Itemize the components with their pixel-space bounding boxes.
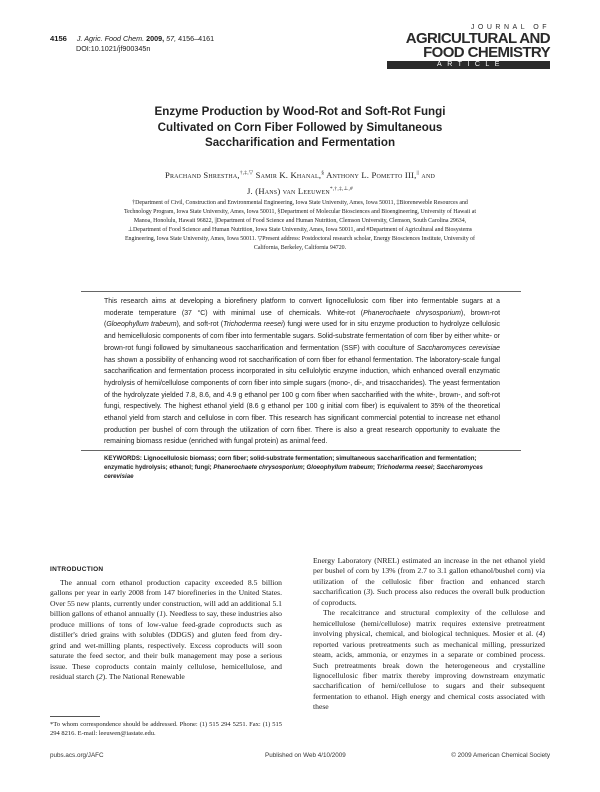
author-list: [60, 166, 540, 199]
author-mark: *,†,‡,⊥,#: [329, 186, 353, 193]
author-name: Prachand Shrestha,: [164, 169, 240, 180]
right-column: [313, 556, 545, 713]
keyword-sep: ;: [432, 464, 437, 472]
body-text: ) reported various pretreatments such as mechanical milling, pressurized steam, acids, ammonia, or enzymes in a separate or combined process. Such pretreatments break down the heterogeneous and crystalline lignocellulosic fiber matrix thereby improving downstream enzymatic saccharification of hemi/cellulose to sugars and their subsequent fermentation to ethanol. High energy and chemical costs associated with these: [313, 629, 545, 712]
copyright: © 2009 American Chemical Society: [451, 752, 550, 759]
affiliations: †Department of Civil, Construction and Environmental Engineering, Iowa State University, Ames, Iowa 50011, ‡Bioreneweble Resources and Technology Program, Iowa State University, Ames, Iowa 50011, §Department of Molecular Biosciences and Bioengineering, University of Hawaii at Manoa, Honolulu, Hawaii 96822, ||Department of Food Science and Human Nutrition, Clemson University, Clemson, South Carolina 29634, ⊥Department of Food Science and Human Nutrition, Iowa State University, Ames, Iowa 50011, and #Department of Agricultural and Biosystems Engineering, Iowa State University, Ames, Iowa 50011. ▽Present address: Postdoctoral research scholar, Energy Biosciences Institute, University of California, Berkeley, California 94720.: [123, 200, 476, 252]
author-conjunction: and: [419, 169, 436, 180]
keyword-species: Trichoderma reesei: [376, 464, 433, 472]
title-line: Saccharification and Fermentation: [204, 136, 396, 149]
doi: DOI:10.1021/jf900345n: [76, 43, 151, 53]
keywords-text: Lignocellulosic biomass; corn fiber; solid-substrate fermentation; simultaneous saccharification and fermentation; enzymatic hydrolysis; ethanol; fungi;: [104, 455, 477, 472]
author-name: Anthony L. Pometto III,: [324, 169, 417, 180]
journal-url[interactable]: pubs.acs.org/JAFC: [50, 752, 104, 759]
title-line: Enzyme Production by Wood-Rot and Soft-Rot Fungi: [154, 105, 446, 118]
abstract-text: ), brown-rot (: [104, 309, 501, 329]
body-text: Energy Laboratory (NREL) estimated an increase in the net ethanol yield per bushel of corn by 13% (from 2.7 to 3.1 gallon ethanol/bushel corn) via utilization of the cellulosic fiber fraction and enhanced starch saccharification (: [313, 556, 545, 597]
paragraph: [313, 608, 545, 713]
keyword-sep: ;: [372, 464, 377, 472]
running-header: [50, 34, 214, 53]
author-name: Samir K. Khanal,: [253, 169, 322, 180]
masthead-journal-of: JOURNAL OF: [470, 24, 550, 31]
correspondence-footnote: *To whom correspondence should be addressed. Phone: (1) 515 294 5251. Fax: (1) 515 294 8216. E-mail: leeuwen@iastate.edu.: [50, 721, 282, 737]
masthead-line1: AGRICULTURAL AND: [405, 30, 550, 47]
species-name: Saccharomyces cerevisiae: [416, 344, 501, 352]
author-name: J. (Hans) van Leeuwen: [247, 186, 330, 197]
keywords-label: KEYWORDS:: [104, 455, 142, 462]
body-text: The recalcitrance and structural complexity of the cellulose and hemicellulose (hemi/cellulose) matrix requires extensive pretreatment involving physical, chemical, and biological techniques. Mosier et al. (: [313, 608, 545, 639]
abstract-text: has shown a possibility of enhancing wood rot saccharification of corn fiber for ethanol fermentation. The laboratory-scale fungal saccharification and fermentation process incorporated in situ cellulolytic enzyme induction, which enhanced overall enzymatic hydrolysis of hemi/cellulose components of corn fiber into simple sugars (mono-, di-, and trisaccharides). The yeast fermentation of the hydrolyzate yielded 7.8, 8.6, and 4.9 g ethanol per 100 g corn fiber when saccharified with the white-, brown-, and soft-rot fungi, respectively. The highest ethanol yield (8.6 g ethanol per 100 g initial corn fiber) is equivalent to 35% of the theoretical ethanol yield from starch and cellulose in corn fiber. This research has significant commercial potential to increase net ethanol production per bushel of corn through the utilization of corn fiber. There is also a great research opportunity to evaluate the remaining biomass residue (enriched with fungal protein) as animal feed.: [104, 356, 500, 446]
journal-year: 2009,: [146, 34, 165, 43]
species-name: Gloeophyllum trabeum: [106, 321, 177, 329]
reference-link[interactable]: 4: [538, 629, 543, 639]
body-text: ). Such process also reduces the overall bulk production of coproducts.: [313, 587, 545, 607]
paragraph: [50, 578, 282, 683]
article-title: [60, 104, 540, 151]
keyword-sep: ;: [302, 464, 307, 472]
masthead-line2: FOOD CHEMISTRY: [423, 44, 550, 61]
author-mark: †,‡,▽: [239, 170, 254, 176]
species-name: Phanerochaete chrysosporium: [363, 309, 461, 317]
body-text: The annual corn ethanol production capacity exceeded 8.5 billion gallons per year in early 2008 from 147 biorefineries in the United States. Over 55 new plants, currently under construction, will add an additional 5.1 billion gallons of ethanol annually (: [50, 578, 282, 619]
left-column: [50, 578, 282, 683]
paragraph: [313, 556, 545, 608]
journal-masthead-logo: [387, 24, 550, 69]
journal-pages: 4156–4161: [178, 34, 215, 43]
abstract-text: This research aims at developing a biorefinery platform to convert lignocellulosic corn fiber into fermentable sugars at a moderate temperature (37 °C) with minimal use of chemicals. White-rot (: [104, 298, 500, 317]
journal-name: J. Agric. Food Chem.: [76, 34, 145, 43]
abstract-text: ) fungi were used for in situ enzyme production to hydrolyze cellulosic and hemicellulosic components of corn fiber into fermentable sugars. Solid-substrate fermentation of corn fiber by either white- or brown-rot fungi followed by simultaneous saccharification and fermentation (SSF) with coculture of: [104, 321, 501, 352]
abstract: [104, 296, 500, 448]
body-text: ). Needless to say, these industries also produce millions of tons of low-value feed-grade coproducts such as distiller's dried grains with solubles (DDGS) and gluten feed from dry-grind and wet-milling plants, respectively. Excess coproducts will soon saturate the feed sector, and their bulk management may pose a serious issue. These coproducts contain mainly cellulose, hemicellulose, and residual starch (: [50, 609, 282, 682]
publication-date: Published on Web 4/10/2009: [265, 752, 346, 759]
reference-link[interactable]: 1: [159, 609, 164, 619]
page-number: 4156: [50, 34, 67, 43]
keyword-species: Phanerochaete chrysosporium: [213, 464, 303, 472]
journal-volume: 57,: [166, 34, 177, 43]
title-line: Cultivated on Corn Fiber Followed by Simultaneous: [157, 120, 443, 134]
abstract-text: ), and soft-rot (: [176, 321, 224, 329]
keywords: [104, 454, 500, 481]
author-mark: ||: [416, 170, 420, 176]
reference-link[interactable]: 3: [366, 587, 371, 597]
footnote-rule: [50, 716, 100, 717]
reference-link[interactable]: 2: [98, 672, 103, 682]
masthead-article-bar: ARTICLE: [387, 61, 550, 69]
keyword-species: Gloeophyllum trabeum: [306, 464, 373, 472]
keyword-species: Saccharomyces cerevisiae: [104, 464, 483, 481]
author-mark: §: [321, 170, 325, 176]
species-name: Trichoderma reesei: [223, 321, 283, 329]
body-text: ). The National Renewable: [102, 672, 185, 682]
section-heading-introduction: INTRODUCTION: [50, 566, 104, 573]
